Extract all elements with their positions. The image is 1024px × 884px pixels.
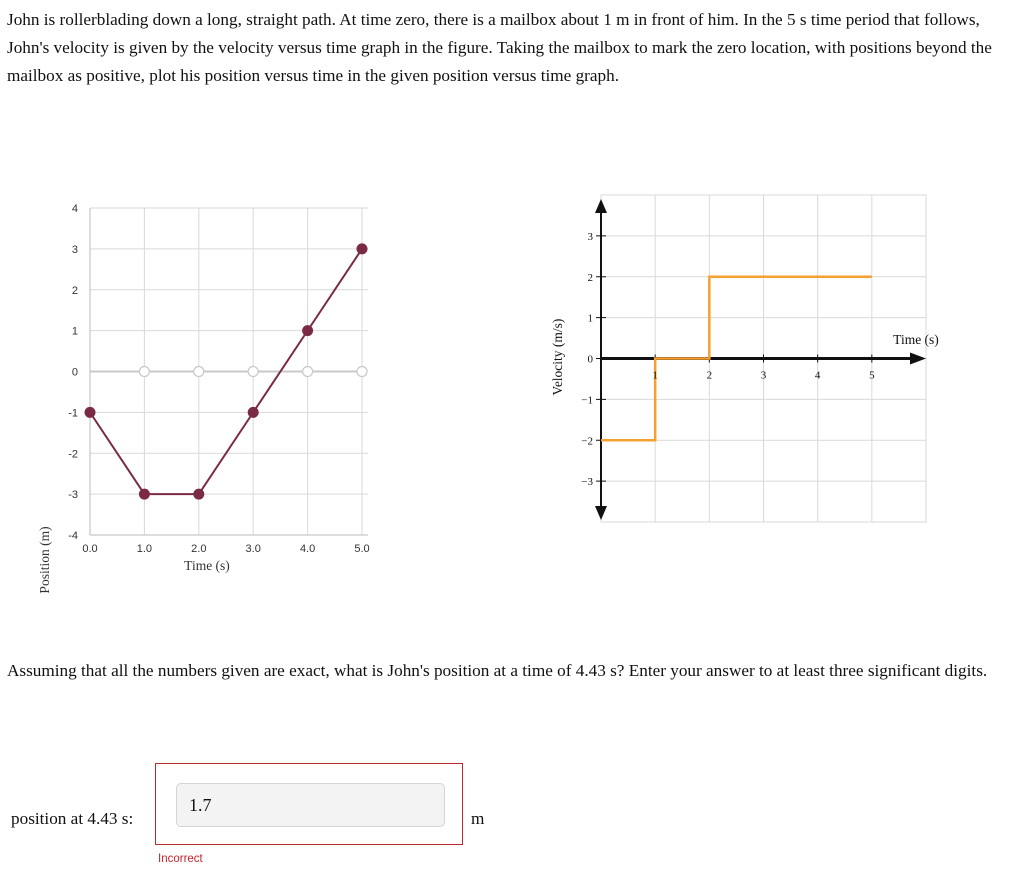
- y-tick-label: 3: [71, 243, 78, 256]
- y-tick-label: −3: [581, 476, 593, 489]
- x-tick-label: 3: [760, 369, 767, 382]
- y-tick-label: −1: [581, 394, 593, 407]
- y-tick-label: -4: [68, 530, 78, 542]
- answer-box: [155, 763, 463, 845]
- question-statement: Assuming that all the numbers given are exact, what is John's position at a time of 4.43 s? Enter your answer to at least three significant digits.: [7, 661, 988, 680]
- x-axis-arrow: [910, 353, 926, 365]
- y-tick-label: -3: [68, 489, 78, 502]
- y-tick-label: −2: [581, 435, 593, 448]
- y-axis-arrow-up: [595, 199, 607, 213]
- y-tick-label: -1: [68, 407, 78, 420]
- velocity-time-chart: [540, 180, 960, 540]
- x-tick-label: 2: [706, 369, 713, 382]
- x-tick-label: 1.0: [136, 543, 153, 555]
- unused-point-handle[interactable]: [139, 367, 149, 377]
- answer-unit: m: [471, 809, 485, 828]
- x-tick-label: 3.0: [245, 543, 261, 555]
- x-tick-label: 5.0: [354, 543, 370, 555]
- position-time-chart[interactable]: [0, 190, 400, 594]
- unused-point-handle[interactable]: [357, 367, 367, 377]
- y-tick-label: 1: [587, 312, 593, 325]
- x-tick-label: 4.0: [299, 543, 316, 555]
- y-tick-label: 0: [71, 366, 78, 379]
- unused-point-handle[interactable]: [248, 367, 258, 377]
- position-point[interactable]: [193, 489, 204, 500]
- y-tick-label: 2: [587, 271, 593, 284]
- x-tick-label: 2.0: [191, 543, 207, 555]
- position-point[interactable]: [139, 489, 150, 500]
- position-y-axis-label: Position (m): [37, 526, 52, 594]
- y-tick-label: 1: [71, 325, 78, 338]
- y-axis-arrow-down: [595, 506, 607, 520]
- y-tick-label: 4: [71, 203, 78, 215]
- unused-point-handle[interactable]: [303, 367, 313, 377]
- x-tick-label: 5: [869, 369, 875, 382]
- velocity-x-axis-label: Time (s): [893, 332, 939, 347]
- position-point[interactable]: [85, 407, 96, 418]
- y-tick-label: 2: [71, 284, 78, 297]
- answer-label: position at 4.43 s:: [11, 809, 134, 828]
- velocity-y-axis-label: Velocity (m/s): [550, 318, 565, 396]
- velocity-chart-axes: [595, 199, 926, 520]
- x-tick-label: 4: [814, 369, 821, 382]
- unused-point-handle[interactable]: [194, 367, 204, 377]
- problem-statement: John is rollerblading down a long, straight path. At time zero, there is a mailbox about 1 m in front of him. In the 5 s time period that follows, John's velocity is given by the velocity versus time graph in the figure. Taking the mailbox to mark the zero location, with positions beyond the mailbox as positive, plot his position versus time in the given position versus time graph.: [7, 10, 992, 85]
- x-tick-label: 0.0: [82, 543, 98, 555]
- position-point[interactable]: [302, 325, 313, 336]
- y-tick-label: -2: [68, 448, 78, 461]
- position-chart-line: [90, 249, 362, 494]
- answer-input[interactable]: [176, 783, 445, 827]
- position-point[interactable]: [357, 243, 368, 254]
- position-point[interactable]: [248, 407, 259, 418]
- x-tick-label: 1: [652, 369, 658, 382]
- feedback-incorrect: Incorrect: [158, 853, 203, 865]
- y-tick-label: 3: [587, 230, 593, 243]
- position-x-axis-label: Time (s): [184, 558, 230, 573]
- position-chart-tick-labels: [68, 203, 369, 555]
- y-tick-label: 0: [587, 353, 593, 366]
